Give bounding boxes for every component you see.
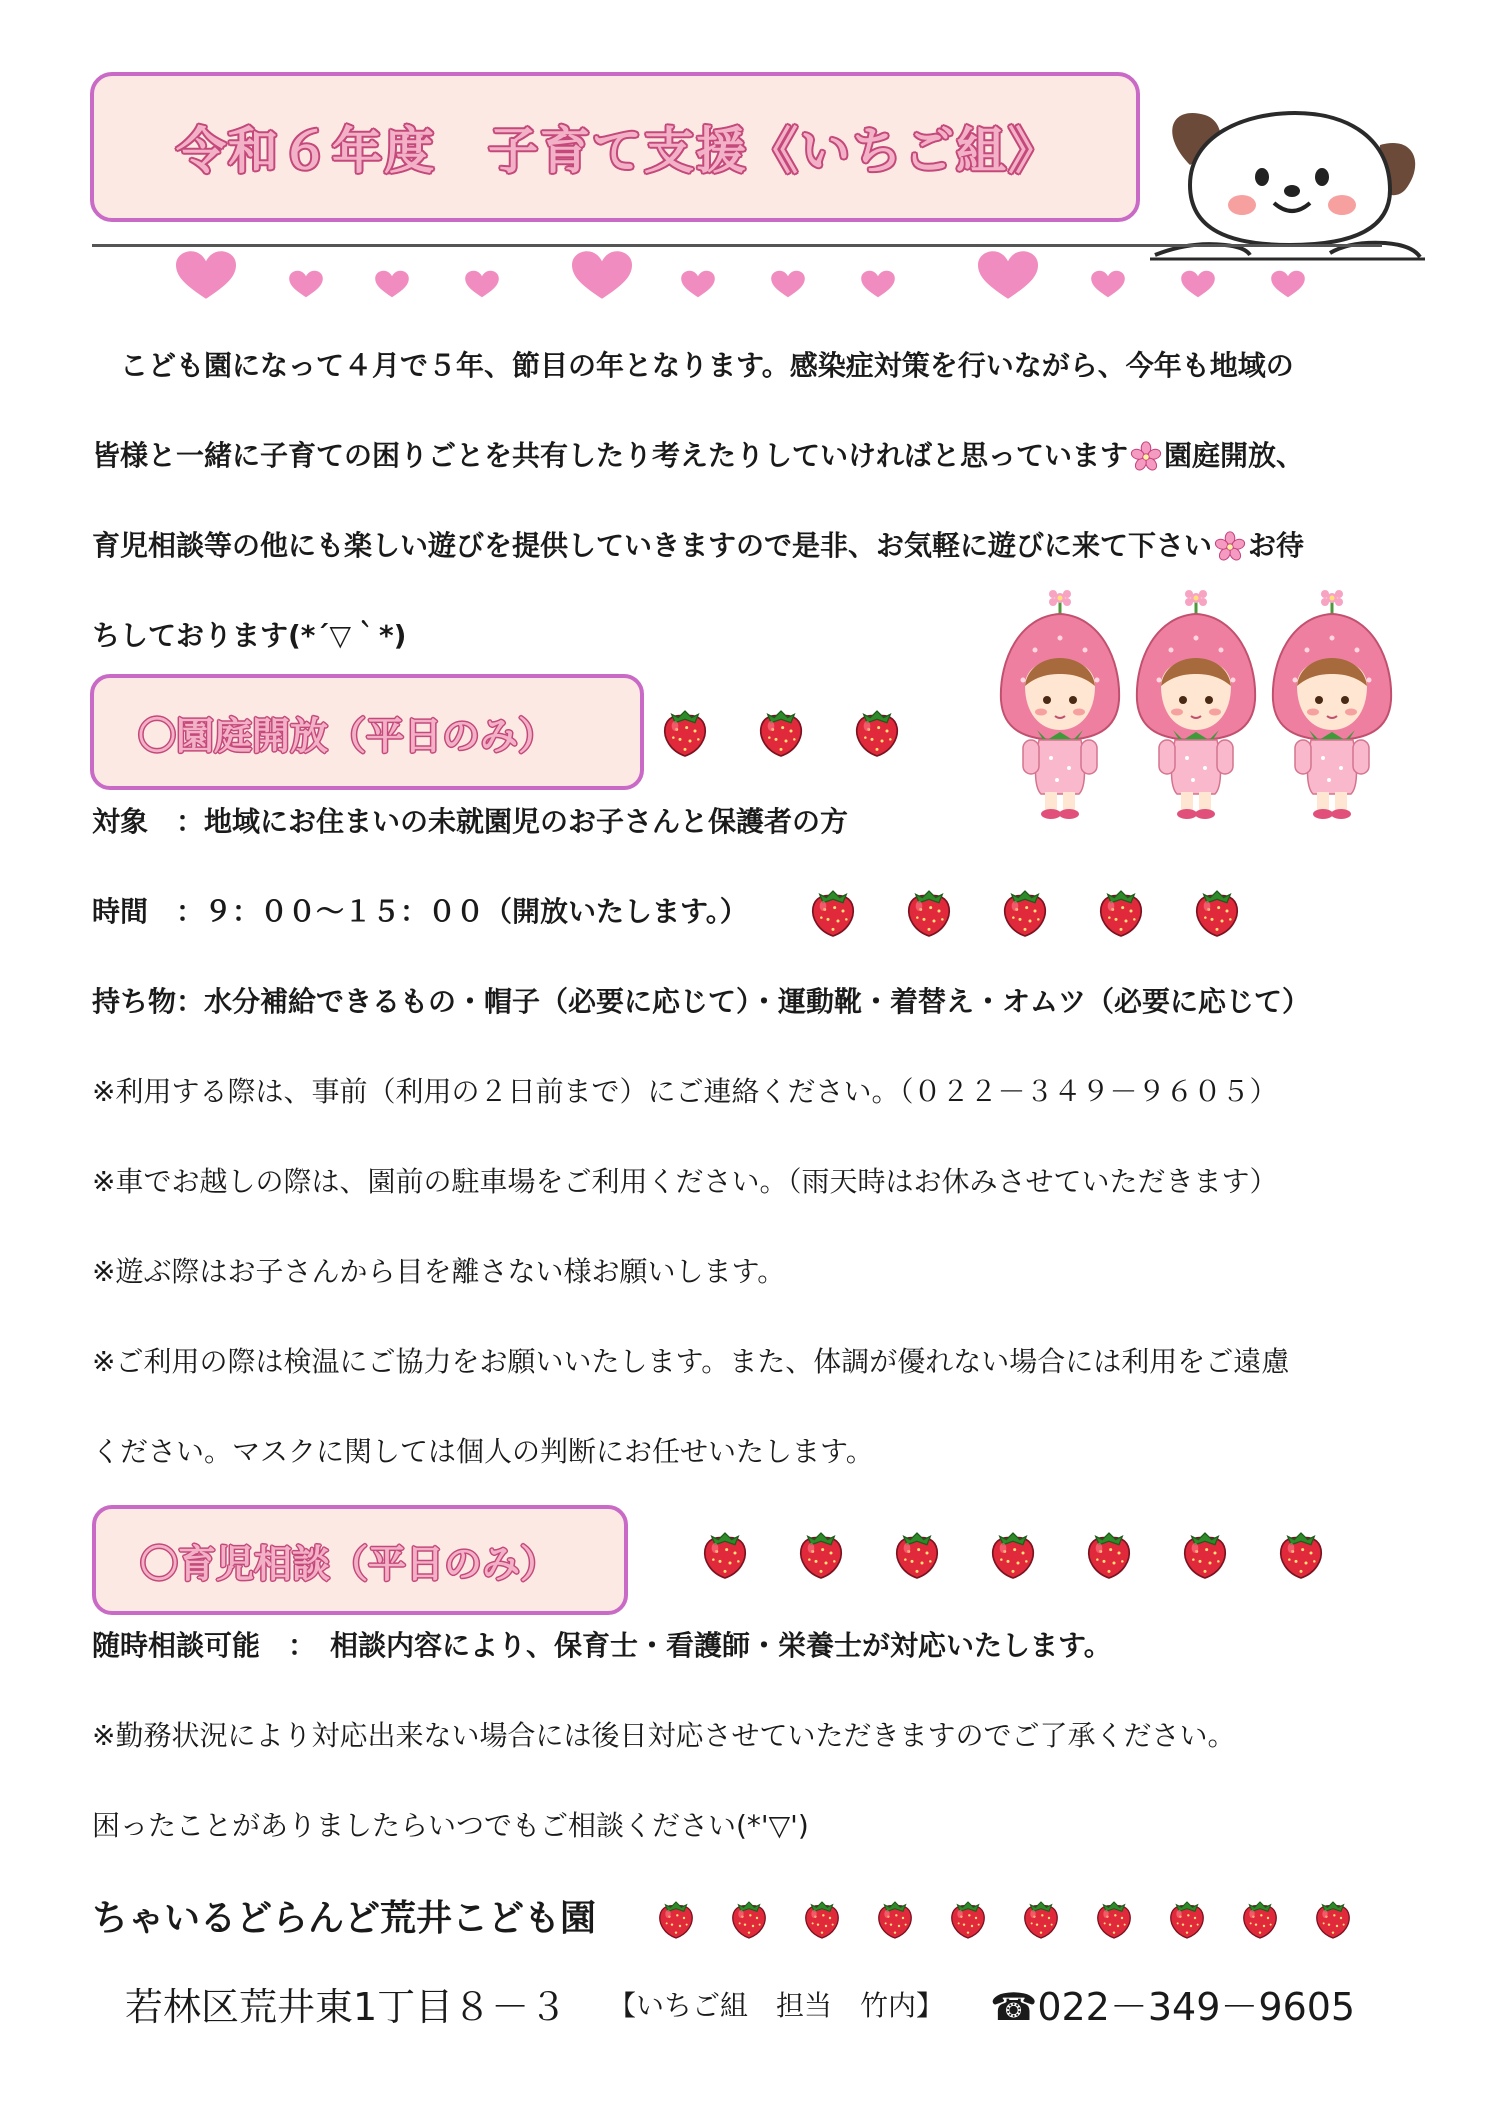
hearts-decoration [150,248,1350,308]
strawberry-icon [660,704,710,758]
intro-line-3: 育児相談等の他にも楽しい遊びを提供していきますので是非、お気軽に遊びに来て下さい お待 [92,529,1305,562]
strawberry-icon [904,884,954,938]
section-header-consult: 〇育児相談（平日のみ） [92,1505,628,1615]
school-name: ちゃいるどらんど荒井こども園 [92,1898,597,1939]
garden-items: 持ち物：水分補給できるもの・帽子（必要に応じて）・運動靴・着替え・オムツ（必要に応じて） [92,985,1311,1018]
strawberry-icon [852,704,902,758]
strawberry-icon [1240,1896,1280,1940]
heart-icon [1181,271,1215,298]
strawberry-girls-icon [995,590,1405,820]
garden-note-4b: ください。マスクに関しては個人の判断にお任せいたします。 [92,1435,874,1468]
heart-icon [978,251,1038,299]
strawberry-icon [1084,1526,1134,1580]
strawberry-icon [808,884,858,938]
title-underline [92,244,1382,247]
strawberry-icon [756,704,806,758]
strawberry-icon [948,1896,988,1940]
strawberry-icon [656,1896,696,1940]
school-address: 若林区荒井東1丁目８－３ [125,1985,568,2029]
strawberry-icon [802,1896,842,1940]
puppy-mascot-icon [1150,95,1425,265]
strawberry-icon [1167,1896,1207,1940]
intro-line-1: こども園になって４月で５年、節目の年となります。感染症対策を行いながら、今年も地域の [92,349,1294,382]
strawberry-icon [1180,1526,1230,1580]
consult-availability: 随時相談可能 ： 相談内容により、保育士・看護師・栄養士が対応いたします。 [92,1629,1112,1662]
strawberry-icon [1000,884,1050,938]
sakura-icon [1130,441,1162,473]
strawberry-icon [1021,1896,1061,1940]
strawberry-icon [1094,1896,1134,1940]
page-title: 令和６年度 子育て支援《いちご組》 [176,122,1060,180]
strawberry-icon [1276,1526,1326,1580]
garden-note-1: ※利用する際は、事前（利用の２日前まで）にご連絡ください。（０２２－３４９－９６０５） [92,1075,1278,1108]
garden-time: 時間 ：９：００～１５：００（開放いたします。） [92,895,748,928]
sakura-icon [1214,531,1246,563]
consult-note-1: ※勤務状況により対応出来ない場合には後日対応させていただきますのでご了承ください。 [92,1719,1236,1752]
strawberry-icon [1192,884,1242,938]
section-header-garden: 〇園庭開放（平日のみ） [90,674,644,790]
heart-icon [176,251,236,299]
heart-icon [289,271,323,298]
heart-icon [861,271,895,298]
strawberry-icon [729,1896,769,1940]
garden-target: 対象 ：地域にお住まいの未就園児のお子さんと保護者の方 [92,805,849,838]
phone-number: ☎022－349－9605 [990,1985,1356,2029]
strawberry-icon [796,1526,846,1580]
contact-person: 【いちご組 担当 竹内】 [608,1989,945,2022]
strawberry-icon [1096,884,1146,938]
heart-icon [375,271,409,298]
strawberry-row-3 [700,1526,1326,1580]
strawberry-row-1 [660,704,902,758]
strawberry-row-4 [656,1896,1353,1940]
heart-icon [1091,271,1125,298]
intro-line-4: ちしております(*´▽｀*) [92,619,407,652]
garden-note-2: ※車でお越しの際は、園前の駐車場をご利用ください。（雨天時はお休みさせていただきます） [92,1165,1278,1198]
strawberry-icon [700,1526,750,1580]
consult-note-2: 困ったことがありましたらいつでもご相談ください(*'▽') [92,1809,809,1842]
heart-icon [1271,271,1305,298]
strawberry-row-2 [808,884,1242,938]
garden-note-3: ※遊ぶ際はお子さんから目を離さない様お願いします。 [92,1255,786,1288]
strawberry-icon [988,1526,1038,1580]
heart-icon [681,271,715,298]
garden-note-4a: ※ご利用の際は検温にご協力をお願いいたします。また、体調が優れない場合には利用をご遠慮 [92,1345,1290,1378]
heart-icon [771,271,805,298]
title-banner [90,72,1140,222]
heart-icon [572,251,632,299]
strawberry-icon [1313,1896,1353,1940]
heart-icon [465,271,499,298]
intro-line-2: 皆様と一緒に子育ての困りごとを共有したり考えたりしていければと思っています 園庭開放、 [92,439,1305,472]
strawberry-icon [875,1896,915,1940]
strawberry-icon [892,1526,942,1580]
